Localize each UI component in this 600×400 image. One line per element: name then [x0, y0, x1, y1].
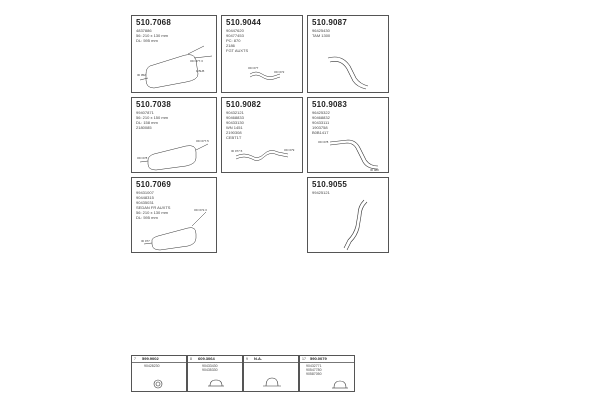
part-code: 510.9087	[312, 18, 347, 27]
part-reference: 90477453	[226, 33, 244, 38]
accessory-card[interactable]	[299, 355, 355, 392]
part-code: 510.9044	[226, 18, 261, 27]
dimension-label: 1 BH5	[196, 69, 205, 73]
part-card[interactable]	[221, 15, 303, 93]
part-reference: WN 1451	[226, 125, 243, 130]
accessory-card[interactable]	[131, 355, 187, 392]
part-reference: B0B1417	[312, 130, 329, 135]
part-reference: 1903758	[312, 125, 328, 130]
part-reference: 90468833	[226, 115, 244, 120]
muffler-drawing	[132, 98, 217, 173]
part-reference: 90433130	[226, 120, 244, 125]
muffler-drawing	[132, 178, 217, 253]
part-reference: 99431007	[136, 190, 154, 195]
clamp-icon	[244, 356, 299, 392]
accessory-reference: 90587050	[306, 372, 322, 376]
part-reference: 56: 210 x 150 mm	[136, 115, 169, 120]
pipe-drawing	[222, 98, 303, 173]
accessory-code: N.A.	[254, 356, 262, 361]
part-reference: 90448315	[136, 195, 154, 200]
dimension-label: ID 077	[141, 239, 150, 243]
part-card[interactable]	[221, 97, 303, 173]
part-reference: DL: 158 mm	[136, 120, 158, 125]
accessory-code: 609.3064	[198, 356, 215, 361]
part-reference: TAM 1300	[312, 33, 331, 38]
part-code: 510.7068	[136, 18, 171, 27]
part-code: 510.9055	[312, 180, 347, 189]
part-code: 510.9082	[226, 100, 261, 109]
part-reference: DL: 595 mm	[136, 215, 158, 220]
part-reference: 90433111	[312, 120, 330, 125]
part-card[interactable]	[131, 15, 217, 93]
dimension-label: OD 078	[137, 156, 148, 160]
pipe-drawing	[308, 16, 389, 93]
part-reference: PC: 870	[226, 38, 241, 43]
dimension-label: ID 052	[137, 73, 146, 77]
part-reference: 99407871	[136, 110, 154, 115]
part-card[interactable]	[307, 177, 389, 253]
accessory-card[interactable]	[243, 355, 299, 392]
clamp-icon	[188, 356, 243, 392]
part-reference: 90435031	[136, 200, 154, 205]
muffler-drawing	[132, 16, 217, 93]
dimension-label: OD 077.3	[190, 59, 203, 63]
part-reference: DL: 595 mm	[136, 38, 158, 43]
part-reference: 4837886	[136, 28, 152, 33]
part-reference: 56: 210 x 130 mm	[136, 210, 169, 215]
dimension-label: ID 077.5	[231, 149, 243, 153]
part-reference: 2180085	[136, 125, 152, 130]
part-reference: CEBT1T	[226, 135, 242, 140]
part-reference: 90432121	[226, 110, 244, 115]
part-reference: 96425322	[312, 110, 330, 115]
part-card[interactable]	[307, 97, 389, 173]
accessory-code: 590.0079	[310, 356, 327, 361]
dimension-label: OD 077.5	[196, 139, 209, 143]
part-card[interactable]	[307, 15, 389, 93]
part-card[interactable]	[131, 97, 217, 173]
accessory-code: 599.9002	[142, 356, 159, 361]
accessory-number: 17	[302, 357, 306, 361]
dimension-label: OD 078	[318, 140, 329, 144]
clamp-icon	[300, 356, 355, 392]
part-reference: 2186	[226, 43, 235, 48]
accessory-reference: 90435330	[202, 368, 218, 372]
accessory-reference: 90432771	[306, 364, 322, 368]
part-code: 510.7069	[136, 180, 171, 189]
part-reference: 2190308	[226, 130, 242, 135]
accessory-reference: 90428230	[144, 364, 160, 368]
part-reference: FGT AUXTS	[226, 48, 249, 53]
dimension-label: OD 077	[248, 66, 259, 70]
accessory-reference: 90547780	[306, 368, 322, 372]
accessory-reference: 90433430	[202, 364, 218, 368]
accessory-number: 8	[190, 357, 192, 361]
part-reference: SEDAN FR AUXTS	[136, 205, 171, 210]
accessory-number: 9	[246, 357, 248, 361]
dimension-label: OD 072.3	[194, 208, 207, 212]
dimension-label: OD 079	[284, 148, 295, 152]
part-reference: 90468832	[312, 115, 330, 120]
part-reference: 99425121	[312, 190, 330, 195]
part-code: 510.7038	[136, 100, 171, 109]
accessory-card[interactable]	[187, 355, 243, 392]
part-card[interactable]	[131, 177, 217, 253]
gasket-icon	[132, 356, 187, 392]
part-code: 510.9083	[312, 100, 347, 109]
accessory-number: 7	[134, 357, 136, 361]
pipe-drawing	[308, 98, 389, 173]
part-reference: 96425430	[312, 28, 330, 33]
dimension-label: ID 080	[370, 168, 379, 172]
part-reference: 90447620	[226, 28, 244, 33]
pipe-drawing	[308, 178, 389, 253]
dimension-label: OD 072	[274, 70, 285, 74]
pipe-drawing	[222, 16, 303, 93]
part-reference: 56: 210 x 130 mm	[136, 33, 169, 38]
